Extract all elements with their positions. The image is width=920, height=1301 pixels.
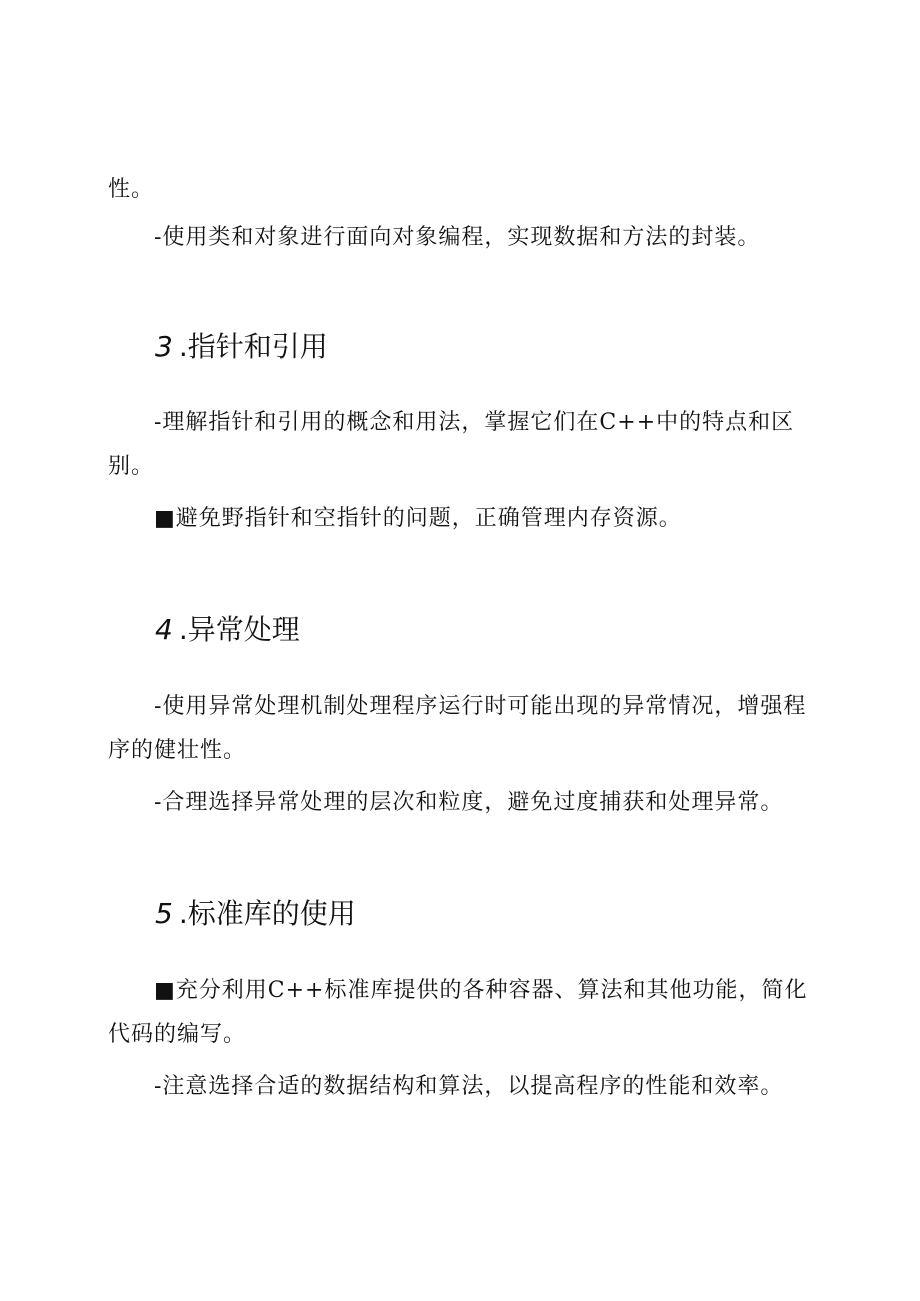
paragraph-continuation: 性。 xyxy=(108,177,155,202)
section-number: 4 xyxy=(155,613,173,646)
paragraph-exception-granularity: -合理选择异常处理的层次和粒度，避免过度捕获和处理异常。 xyxy=(154,790,784,815)
paragraph-wild-pointers: ■避免野指针和空指针的问题，正确管理内存资源。 xyxy=(154,506,682,531)
paragraph-classes-objects: -使用类和对象进行面向对象编程，实现数据和方法的封装。 xyxy=(154,225,761,250)
section-title: .指针和引用 xyxy=(178,330,328,363)
paragraph-standard-library: ■充分利用C++标准库提供的各种容器、算法和其他功能，简化代码的编写。 xyxy=(108,978,808,1047)
paragraph-exception-mechanism: -使用异常处理机制处理程序运行时可能出现的异常情况，增强程序的健壮性。 xyxy=(108,694,807,763)
section-title: .异常处理 xyxy=(178,613,300,646)
section-heading-4 xyxy=(155,610,300,650)
paragraph-pointers-references: -理解指针和引用的概念和用法，掌握它们在C++中的特点和区别。 xyxy=(108,410,795,479)
paragraph-data-structures: -注意选择合适的数据结构和算法，以提高程序的性能和效率。 xyxy=(154,1074,784,1099)
section-heading-5 xyxy=(155,894,356,934)
section-title: .标准库的使用 xyxy=(178,897,356,930)
section-heading-3 xyxy=(155,327,328,367)
section-number: 5 xyxy=(155,897,173,930)
section-number: 3 xyxy=(155,330,173,363)
